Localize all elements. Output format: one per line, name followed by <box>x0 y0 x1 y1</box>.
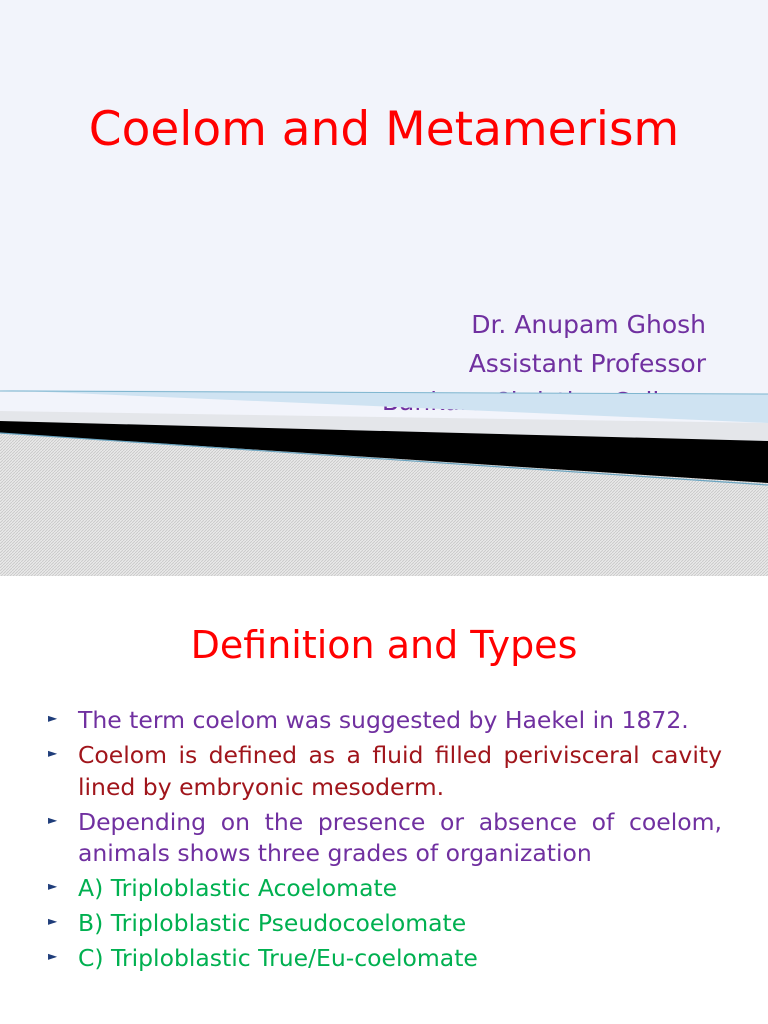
author-position: Assistant Professor <box>468 348 706 378</box>
bullet-item <box>46 807 722 870</box>
bullet-text: Depending on the presence or absence of coelom, animals shows three grades of organization <box>78 807 722 867</box>
bullet-text: A) Triploblastic Acoelomate <box>78 874 398 902</box>
slide-title: Coelom and Metamerism <box>88 102 680 157</box>
arrow-bullet-icon: ► <box>48 711 58 725</box>
bullet-list <box>46 705 722 978</box>
section-title: Definition and Types <box>190 623 578 667</box>
arrow-bullet-icon: ► <box>48 879 58 893</box>
bullet-item <box>46 740 722 803</box>
bullet-text: The term coelom was suggested by Haekel in 1872. <box>78 706 689 734</box>
bullet-text: C) Triploblastic True/Eu-coelomate <box>78 944 478 972</box>
bullet-item <box>46 943 722 975</box>
arrow-bullet-icon: ► <box>48 812 58 827</box>
arrow-bullet-icon: ► <box>48 746 58 760</box>
bullet-item <box>46 908 722 940</box>
content-slide <box>0 576 768 1024</box>
bullet-text: Coelom is defined as a fluid filled perivisceral cavity lined by embryonic mesoderm. <box>78 741 722 801</box>
arrow-bullet-icon: ► <box>48 914 58 928</box>
arrow-bullet-icon: ► <box>48 949 58 963</box>
decorative-band <box>0 385 768 576</box>
bullet-text: B) Triploblastic Pseudocoelomate <box>78 909 467 937</box>
author-name: Dr. Anupam Ghosh <box>471 310 706 339</box>
bullet-item <box>46 705 722 737</box>
bullet-item <box>46 873 722 905</box>
